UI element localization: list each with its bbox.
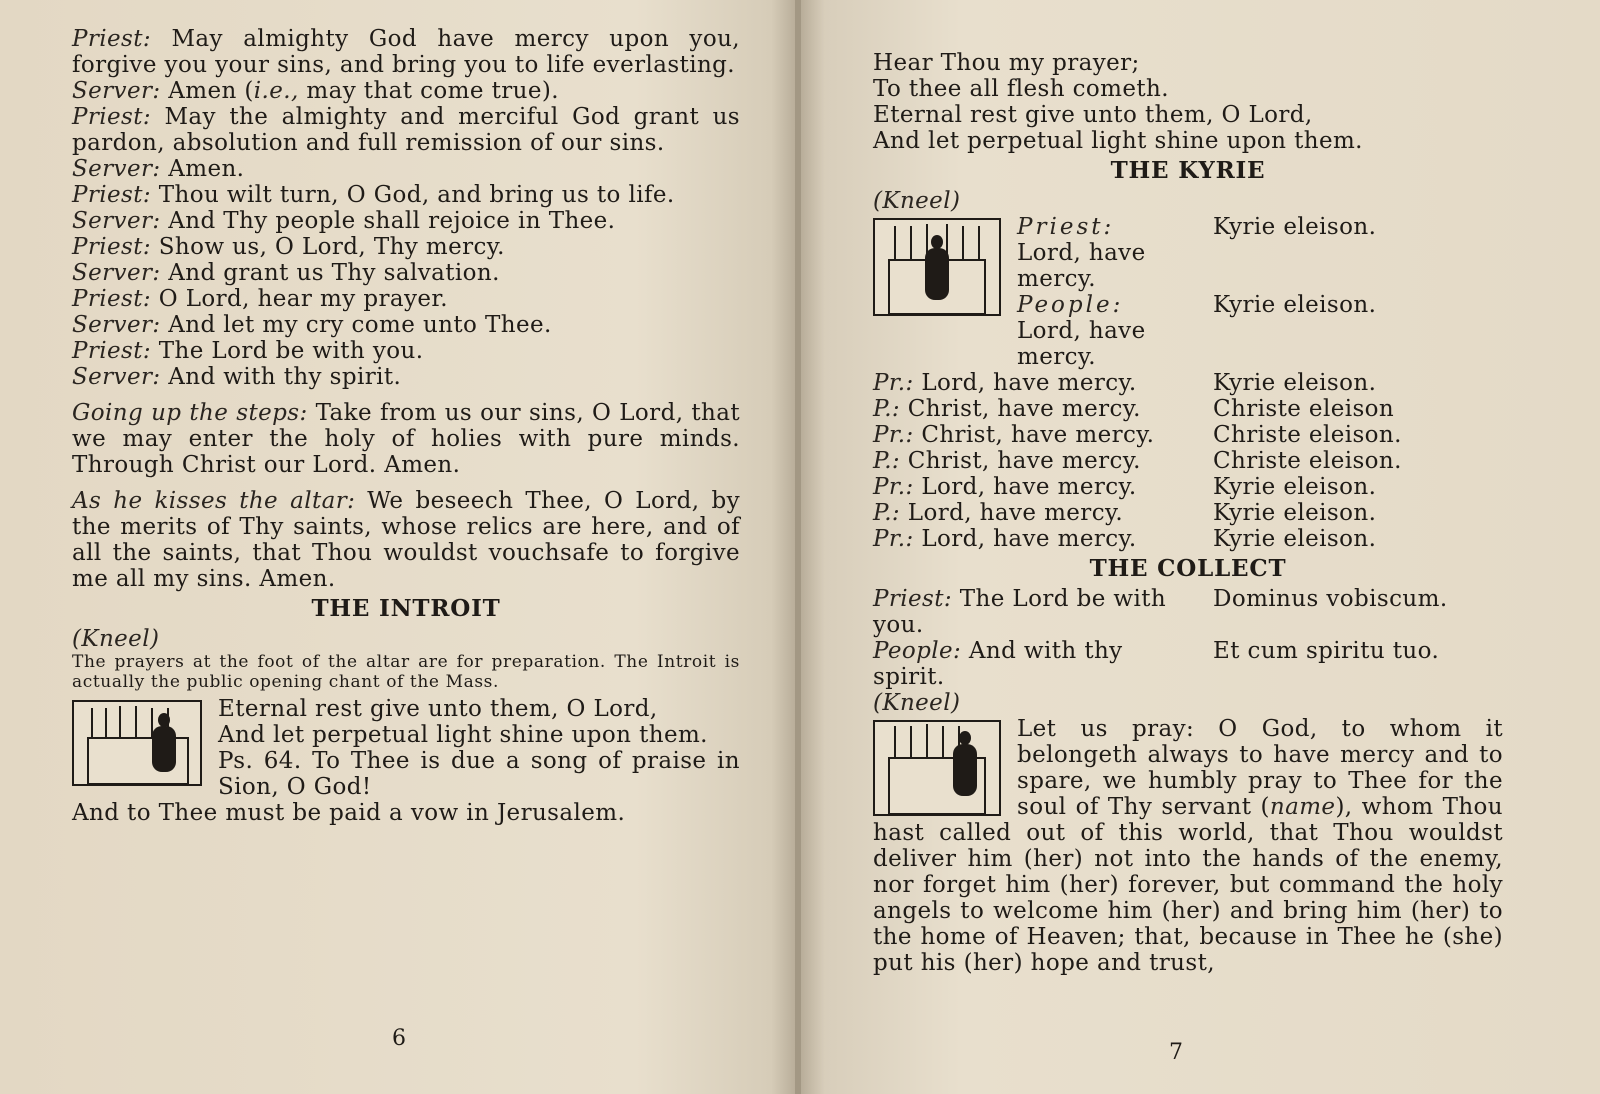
dialogue-line <box>72 364 740 390</box>
verse-line: And let perpetual light shine upon them. <box>873 128 1363 154</box>
dialogue-line <box>72 182 740 208</box>
latin-text: Kyrie eleison. <box>1213 214 1377 240</box>
page-right <box>801 0 1600 1094</box>
english-text: The Lord be with you. <box>873 586 1167 638</box>
line-text: And let my cry come unto Thee. <box>160 312 552 338</box>
role-label: P.: <box>873 448 901 474</box>
kyrie-row <box>873 370 1503 396</box>
line-text: And with thy spirit. <box>160 364 402 390</box>
kyrie-row <box>1017 292 1503 370</box>
dialogue-line <box>72 78 740 104</box>
role-label: People: <box>1017 292 1124 318</box>
kyrie-row <box>873 448 1503 474</box>
line-text: Show us, O Lord, Thy mercy. <box>151 234 505 260</box>
latin-text: Et cum spiritu tuo. <box>1213 638 1440 664</box>
role-label: Pr.: <box>873 474 914 500</box>
line-text: The Lord be with you. <box>151 338 424 364</box>
kyrie-row <box>873 396 1503 422</box>
dialogue-line <box>72 104 740 156</box>
english-text: Christ, have mercy. <box>913 422 1155 448</box>
introit-line: And to Thee must be paid a vow in Jerusalem. <box>72 800 626 826</box>
english-cell <box>873 422 1213 448</box>
right-column <box>873 50 1503 976</box>
english-cell <box>873 474 1213 500</box>
kyrie-rows <box>873 370 1503 552</box>
english-cell <box>873 586 1177 638</box>
english-text: And with thy spirit. <box>873 638 1123 690</box>
role-label: Priest: <box>1017 214 1115 240</box>
prayer-text: Let us pray: O God, to whom it belongeth always to have mercy and to spare, we humbly pray to Thee for the soul of Thy servant ( <box>1017 716 1503 820</box>
role-label: Server: <box>72 364 161 390</box>
role-label: P.: <box>873 500 901 526</box>
verse-line: Hear Thou my prayer; <box>873 50 1140 76</box>
introit-line: And let perpetual light shine upon them. <box>218 722 708 748</box>
line-text: And Thy people shall rejoice in Thee. <box>160 208 616 234</box>
left-column <box>72 26 740 826</box>
line-text: may that come true). <box>298 78 559 104</box>
line-text: May almighty God have mercy upon you, forgive you your sins, and bring you to life everlasting. <box>72 26 740 78</box>
page-number: 6 <box>392 1026 406 1051</box>
collect-block <box>873 716 1503 976</box>
kyrie-heading: THE KYRIE <box>1110 157 1266 184</box>
latin-text: Kyrie eleison. <box>1213 292 1377 318</box>
english-cell <box>873 638 1177 690</box>
role-label: Pr.: <box>873 422 914 448</box>
prayer-text: ), whom Thou hast called out of this world, that Thou wouldst deliver him (her) not into the hands of the enemy, nor forget him (her) forever, but command the holy angels to welcome him (her) and bring him (her) to the home of Heaven; that, because in Thee he (she) put his (her) hope and trust, <box>873 794 1503 976</box>
kyrie-row <box>873 422 1503 448</box>
role-label: Pr.: <box>873 526 914 552</box>
introit-block <box>72 696 740 826</box>
dialogue-line <box>72 286 740 312</box>
dialogue-line <box>72 338 740 364</box>
english-text: Lord, have mercy. <box>913 370 1137 396</box>
kyrie-row <box>1017 214 1503 292</box>
page-number: 7 <box>1169 1040 1183 1065</box>
paragraph-text: We beseech Thee, O Lord, by the merits of Thy saints, whose relics are here, and of all the saints, that Thou wouldst vouchsafe to forgive me all my sins. Amen. <box>72 488 740 592</box>
english-text: Christ, have mercy. <box>900 396 1141 422</box>
role-label: P.: <box>873 396 901 422</box>
english-cell <box>873 448 1213 474</box>
kyrie-row <box>873 526 1503 552</box>
role-label: Server: <box>72 312 161 338</box>
role-label: Priest: <box>72 182 152 208</box>
line-text: Thou wilt turn, O God, and bring us to life. <box>151 182 675 208</box>
kyrie-first-rows <box>1017 214 1503 370</box>
introit-line: Ps. 64. To Thee is due a song of praise in Sion, O God! <box>218 748 740 800</box>
verse-line: To thee all flesh cometh. <box>873 76 1169 102</box>
latin-text: Dominus vobiscum. <box>1213 586 1448 612</box>
priest-at-altar-icon <box>72 700 202 786</box>
role-label: Priest: <box>72 286 152 312</box>
collect-row <box>873 586 1503 638</box>
role-label: Server: <box>72 78 161 104</box>
dialogue-line <box>72 234 740 260</box>
latin-text: Kyrie eleison. <box>1213 370 1377 396</box>
abbrev-ie: i.e., <box>253 78 299 104</box>
role-label: Priest: <box>72 104 152 130</box>
role-label: Server: <box>72 260 161 286</box>
role-label: Server: <box>72 208 161 234</box>
line-text: O Lord, hear my prayer. <box>151 286 448 312</box>
collect-heading: THE COLLECT <box>1089 555 1287 582</box>
line-text: May the almighty and merciful God grant us pardon, absolution and full remission of our sins. <box>72 104 740 156</box>
latin-text: Kyrie eleison. <box>1213 474 1377 500</box>
dialogue-line <box>72 208 740 234</box>
kneel-rubric: (Kneel) <box>873 690 961 716</box>
dialogue-line <box>72 312 740 338</box>
latin-text: Kyrie eleison. <box>1213 526 1377 552</box>
kyrie-english <box>1017 292 1213 370</box>
english-text: Lord, have mercy. <box>900 500 1124 526</box>
latin-text: Christe eleison <box>1213 396 1395 422</box>
line-text: Amen. <box>160 156 245 182</box>
kyrie-block <box>873 214 1503 370</box>
verse-line: Eternal rest give unto them, O Lord, <box>873 102 1313 128</box>
english-cell <box>873 500 1213 526</box>
line-text: Amen ( <box>160 78 254 104</box>
english-text: Lord, have mercy. <box>1017 240 1146 292</box>
dialogue-line <box>72 26 740 78</box>
english-text: Lord, have mercy. <box>913 474 1137 500</box>
english-cell <box>873 396 1213 422</box>
role-label: Pr.: <box>873 370 914 396</box>
steps-paragraph <box>72 400 740 478</box>
english-text: Lord, have mercy. <box>913 526 1137 552</box>
role-label: Priest: <box>873 586 953 612</box>
latin-text: Christe eleison. <box>1213 422 1402 448</box>
rubric-label: Going up the steps: <box>72 400 308 426</box>
latin-text: Christe eleison. <box>1213 448 1402 474</box>
paragraph-text: Take from us our sins, O Lord, that we may enter the holy of holies with pure minds. Through Christ our Lord. Amen. <box>72 400 740 478</box>
introit-note: The prayers at the foot of the altar are for preparation. The Introit is actually the public opening chant of the Mass. <box>72 652 740 692</box>
kyrie-row <box>873 500 1503 526</box>
role-label: Server: <box>72 156 161 182</box>
kneel-rubric: (Kneel) <box>873 188 961 214</box>
introit-line: Eternal rest give unto them, O Lord, <box>218 696 658 722</box>
line-text: And grant us Thy salvation. <box>160 260 500 286</box>
english-cell <box>873 526 1213 552</box>
role-label: Priest: <box>72 234 152 260</box>
introit-heading: THE INTROIT <box>311 595 501 622</box>
english-text: Lord, have mercy. <box>1017 318 1146 370</box>
collect-row <box>873 638 1503 690</box>
kyrie-english <box>1017 214 1213 292</box>
kneel-rubric: (Kneel) <box>72 626 160 652</box>
dialogue-line <box>72 156 740 182</box>
latin-text: Kyrie eleison. <box>1213 500 1377 526</box>
priest-at-altar-icon <box>873 720 1001 816</box>
english-cell <box>873 370 1213 396</box>
name-placeholder: name <box>1269 794 1336 820</box>
page-left <box>0 0 795 1094</box>
role-label: Priest: <box>72 26 152 52</box>
dialogue-line <box>72 260 740 286</box>
role-label: Priest: <box>72 338 152 364</box>
priest-at-altar-icon <box>873 218 1001 316</box>
kyrie-row <box>873 474 1503 500</box>
english-text: Christ, have mercy. <box>900 448 1141 474</box>
kiss-paragraph <box>72 488 740 592</box>
rubric-label: As he kisses the altar: <box>72 488 356 514</box>
role-label: People: <box>873 638 962 664</box>
